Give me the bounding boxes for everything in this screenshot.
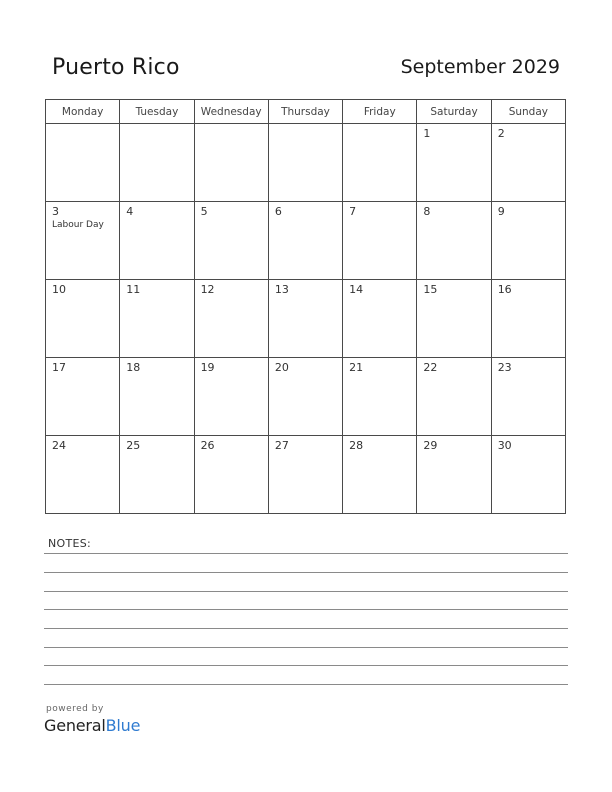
brand-name-part1: General <box>44 716 106 735</box>
day-cell <box>417 202 491 280</box>
day-number: 2 <box>497 127 505 140</box>
holiday-label: Labour Day <box>52 220 104 230</box>
day-number: 1 <box>423 127 431 140</box>
note-line <box>44 684 568 685</box>
day-cell <box>194 202 268 280</box>
day-cell <box>120 436 194 514</box>
country-title: Puerto Rico <box>52 55 180 80</box>
weekday-header: Friday <box>343 100 417 124</box>
day-number: 13 <box>274 283 289 296</box>
calendar-grid <box>45 99 566 514</box>
day-cell <box>268 202 342 280</box>
day-number: 19 <box>200 361 215 374</box>
day-number: 3 <box>52 205 59 218</box>
day-number: 26 <box>200 439 215 452</box>
note-line <box>44 572 568 573</box>
week-row <box>46 436 566 514</box>
note-line <box>44 647 568 648</box>
day-number: 12 <box>200 283 215 296</box>
day-number: 5 <box>200 205 208 218</box>
day-cell <box>343 202 417 280</box>
day-cell <box>491 280 565 358</box>
notes-label: NOTES: <box>48 537 92 550</box>
day-cell <box>343 124 417 202</box>
day-cell <box>268 280 342 358</box>
day-cell <box>194 280 268 358</box>
day-cell <box>343 358 417 436</box>
day-number: 22 <box>423 361 438 374</box>
weekday-header: Tuesday <box>120 100 194 124</box>
note-line <box>44 628 568 629</box>
weekday-header: Sunday <box>491 100 565 124</box>
day-cell <box>120 124 194 202</box>
weekday-header: Saturday <box>417 100 491 124</box>
week-row <box>46 358 566 436</box>
day-cell <box>194 436 268 514</box>
day-cell <box>417 124 491 202</box>
weekday-header: Thursday <box>268 100 342 124</box>
generalblue-logo <box>44 716 140 735</box>
week-row <box>46 202 566 280</box>
day-cell <box>491 358 565 436</box>
brand-name-part2: Blue <box>105 716 141 735</box>
day-number: 9 <box>497 205 505 218</box>
day-cell <box>46 124 120 202</box>
day-cell <box>194 358 268 436</box>
day-number: 20 <box>274 361 289 374</box>
day-number: 24 <box>52 439 66 452</box>
week-row <box>46 124 566 202</box>
day-number: 27 <box>274 439 289 452</box>
note-line <box>44 591 568 592</box>
day-number: 11 <box>126 283 141 296</box>
weekday-header: Monday <box>46 100 120 124</box>
day-cell <box>491 436 565 514</box>
day-number: 30 <box>497 439 512 452</box>
day-cell <box>417 358 491 436</box>
day-number: 29 <box>423 439 438 452</box>
day-cell <box>343 436 417 514</box>
day-cell <box>491 202 565 280</box>
day-number: 18 <box>126 361 141 374</box>
day-cell <box>46 202 120 280</box>
day-number: 17 <box>52 361 66 374</box>
week-row <box>46 280 566 358</box>
day-number: 21 <box>349 361 364 374</box>
day-cell <box>268 436 342 514</box>
powered-by-text: powered by <box>46 704 104 714</box>
day-cell <box>46 280 120 358</box>
day-number: 4 <box>126 205 134 218</box>
weekday-header: Wednesday <box>194 100 268 124</box>
day-number: 14 <box>349 283 364 296</box>
day-cell <box>194 124 268 202</box>
day-number: 25 <box>126 439 141 452</box>
day-cell <box>46 436 120 514</box>
day-number: 23 <box>497 361 512 374</box>
day-cell <box>491 124 565 202</box>
note-line <box>44 609 568 610</box>
day-cell <box>268 358 342 436</box>
weekday-header-row <box>46 100 566 124</box>
day-number: 15 <box>423 283 438 296</box>
note-line <box>44 553 568 554</box>
day-number: 10 <box>52 283 66 296</box>
day-number: 7 <box>349 205 357 218</box>
day-number: 28 <box>349 439 364 452</box>
day-cell <box>46 358 120 436</box>
day-number: 6 <box>274 205 282 218</box>
day-cell <box>343 280 417 358</box>
day-number: 16 <box>497 283 512 296</box>
day-cell <box>417 436 491 514</box>
day-number: 8 <box>423 205 431 218</box>
day-cell <box>120 280 194 358</box>
day-cell <box>120 202 194 280</box>
note-line <box>44 665 568 666</box>
day-cell <box>417 280 491 358</box>
day-cell <box>120 358 194 436</box>
month-title: September 2029 <box>400 56 560 78</box>
day-cell <box>268 124 342 202</box>
